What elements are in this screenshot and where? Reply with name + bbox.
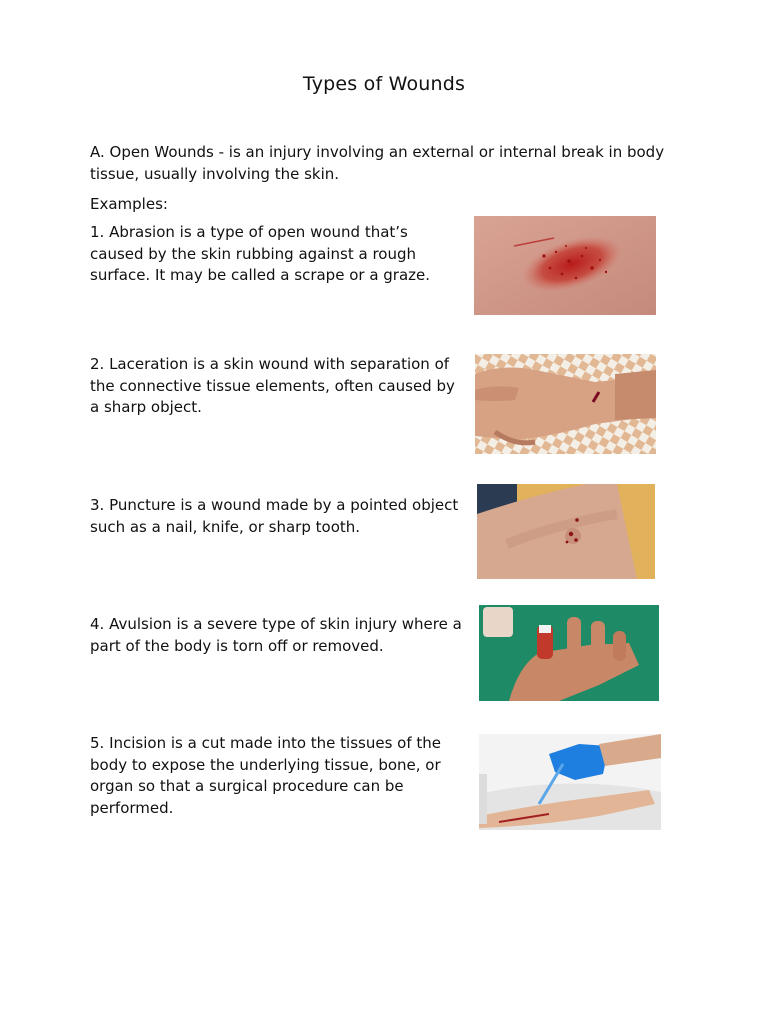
avulsion-text: 4. Avulsion is a severe type of skin injury where a part of the body is torn off or removed. <box>90 615 462 655</box>
document-title: Types of Wounds <box>302 73 466 95</box>
incision-text: 5. Incision is a cut made into the tissues of the body to expose the underlying tissue, bone, or organ so that a surgical procedure can be performed. <box>90 734 442 817</box>
avulsion-photo <box>479 605 659 701</box>
intro-paragraph: A. Open Wounds - is an injury involving an external or internal break in body tissue, usually involving the skin. <box>90 143 665 183</box>
examples-label: Examples: <box>90 195 168 213</box>
incision-photo <box>479 734 661 830</box>
abrasion-text: 1. Abrasion is a type of open wound that’s caused by the skin rubbing against a rough surface. It may be called a scrape or a graze. <box>90 223 431 284</box>
laceration-photo <box>475 354 656 454</box>
puncture-photo <box>477 484 655 579</box>
laceration-text: 2. Laceration is a skin wound with separation of the connective tissue elements, often caused by a sharp object. <box>90 355 455 416</box>
puncture-text: 3. Puncture is a wound made by a pointed object such as a nail, knife, or sharp tooth. <box>90 496 459 536</box>
abrasion-photo <box>474 216 656 315</box>
